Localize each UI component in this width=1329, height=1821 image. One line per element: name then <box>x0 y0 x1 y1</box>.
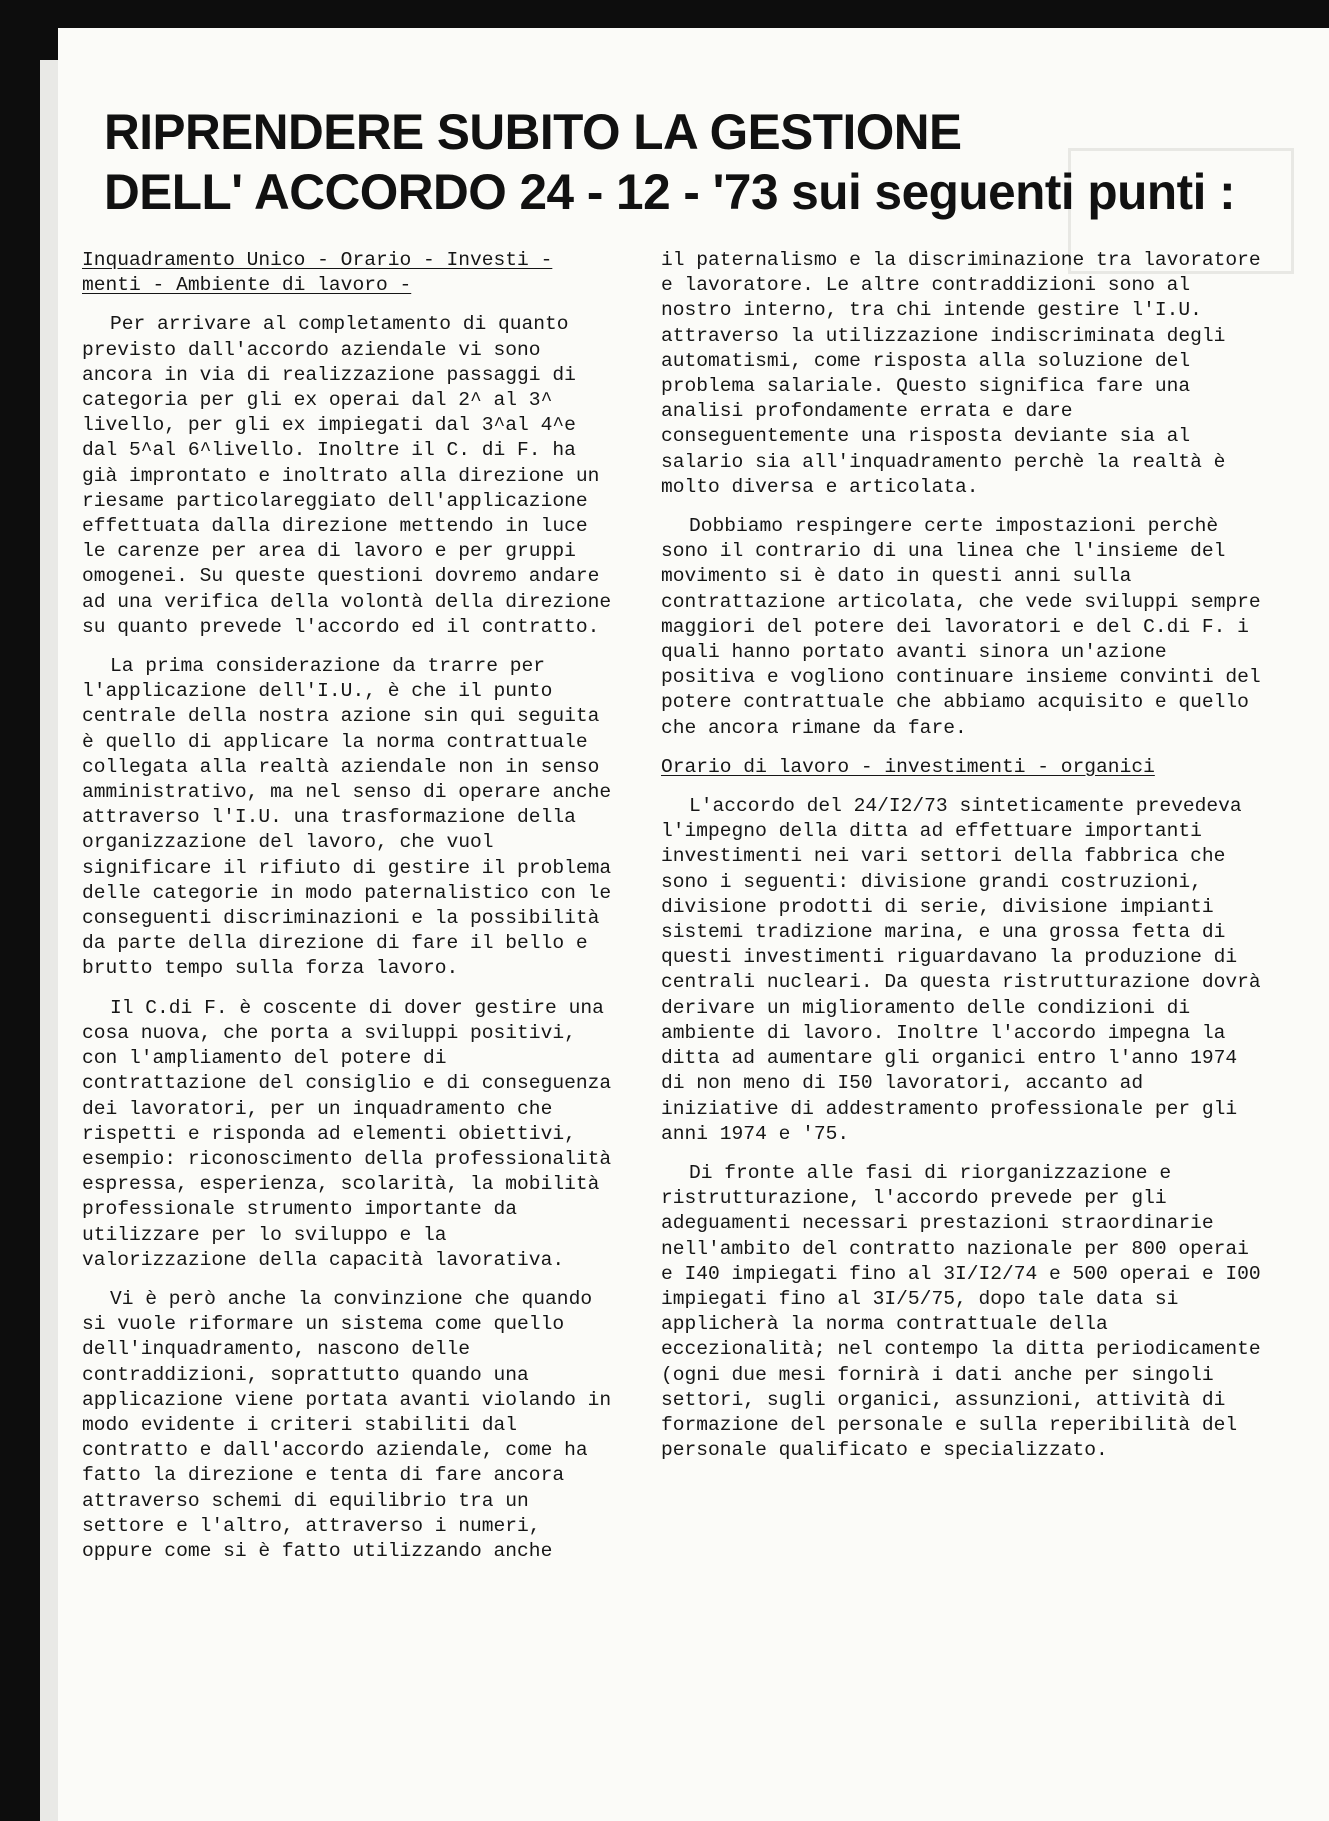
paragraph: Il C.di F. è coscente di dover gestire una cosa nuova, che porta a sviluppi positivi, con l'ampliamento del potere di contrattazione del consiglio e di conseguenza dei lavoratori, per un inquadramento che rispetti e risponda ad elementi obiettivi, esempio: riconoscimento della professionalità espressa, esperienza, scolarità, la mobilità professionale strumento importante da utilizzare per lo sviluppo e la valorizzazione della capacità lavorativa. <box>82 996 612 1271</box>
paragraph: Dobbiamo respingere certe impostazioni perchè sono il contrario di una linea che l'insieme del movimento si è dato in questi anni sulla contrattazione articolata, che vede sviluppi sempre maggiori del potere dei lavoratori e del C.di F. i quali hanno portato avanti sinora un'azione positiva e vogliono continuare insieme convinti del potere contrattuale che abbiamo acquisito e quello che ancora rimane da fare. <box>661 515 1261 739</box>
paragraph: Per arrivare al completamento di quanto previsto dall'accordo aziendale vi sono ancora in via di realizzazione passaggi di categoria per gli ex operai dal 2^ al 3^ livello, per gli ex impiegati dal 3^al 4^e dal 5^al 6^livello. Inoltre il C. di F. ha già improntato e inoltrato alla direzione un riesame particolareggiato dell'applicazione effettuata dalla direzione mettendo in luce le carenze per area di lavoro e per gruppi omogenei. Su queste questioni dovremo andare ad una verifica della volontà della direzione su quanto prevede l'accordo ed il contratto. <box>82 313 612 638</box>
paragraph: L'accordo del 24/I2/73 sinteticamente prevedeva l'impegno della ditta ad effettuare importanti investimenti nei vari settori della fabbrica che sono i seguenti: divisione grandi costruzioni, divisione prodotti di serie, divisione impianti sistemi tradizione marina, e una grossa fetta di questi investimenti riguardavano la produzione di centrali nucleari. Da questa ristrutturazione dovrà derivare un miglioramento delle condizioni di ambiente di lavoro. Inoltre l'accordo impegna la ditta ad aumentare gli organici entro l'anno 1974 di non meno di I50 lavoratori, accanto ad iniziative di addestramento professionale per gli anni 1974 e '75. <box>661 795 1261 1145</box>
title-line-2: DELL' ACCORDO 24 - 12 - '73 sui seguenti punti : <box>104 164 1236 220</box>
paragraph: Di fronte alle fasi di riorganizzazione e ristrutturazione, l'accordo prevede per gli adeguamenti necessari prestazioni straordinarie nell'ambito del contratto nazionale per 800 operai e I40 impiegati fino al 3I/I2/74 e 500 operai e I00 impiegati fino al 3I/5/75, dopo tale data si applicherà la norma contrattuale della eccezionalità; nel contempo la ditta periodicamente (ogni due mesi fornirà i dati anche per singoli settori, sugli organici, assunzioni, attività di formazione del personale e sulla reperibilità del personale qualificato e specializzato. <box>661 1161 1261 1462</box>
paragraph-continuation: il paternalismo e la discriminazione tra lavoratore e lavoratore. Le altre contraddizioni sono al nostro interno, tra chi intende gestire l'I.U. attraverso la utilizzazione indiscriminata degli automatismi, come risposta alla soluzione del problema salariale. Questo significa fare una analisi profondamente errata e dare conseguentemente una risposta deviante sia al salario sia all'inquadramento perchè la realtà è molto diversa e articolata. <box>661 249 1261 498</box>
left-column <box>82 248 622 1578</box>
section-heading-inquadramento: Inquadramento Unico - Orario - Investi - menti - Ambiente di lavoro - <box>82 249 553 297</box>
page-title <box>104 102 1252 222</box>
title-line-1: RIPRENDERE SUBITO LA GESTIONE <box>104 104 962 160</box>
paper-edge <box>40 60 60 1821</box>
paragraph: La prima considerazione da trarre per l'applicazione dell'I.U., è che il punto centrale della nostra azione sin qui seguita è quello di applicare la norma contrattuale collegata alla realtà aziendale non in senso amministrativo, ma nel senso di operare anche attraverso l'I.U. una trasformazione della organizzazione del lavoro, che vuol significare il rifiuto di gestire il problema delle categorie in modo paternalistico con le conseguenti discriminazioni e la possibilità da parte della direzione di fare il bello e brutto tempo sulla forza lavoro. <box>82 655 612 980</box>
paragraph: Vi è però anche la convinzione che quando si vuole riformare un sistema come quello dell'inquadramento, nascono delle contraddizioni, soprattutto quando una applicazione viene portata avanti violando in modo evidente i criteri stabiliti dal contratto e dall'accordo aziendale, come ha fatto la direzione e tenta di fare ancora attraverso schemi di equilibrio tra un settore e l'altro, attraverso i numeri, oppure come si è fatto utilizzando anche <box>82 1287 612 1562</box>
section-heading-orario: Orario di lavoro - investimenti - organici <box>661 755 1155 778</box>
right-column <box>661 248 1261 1477</box>
